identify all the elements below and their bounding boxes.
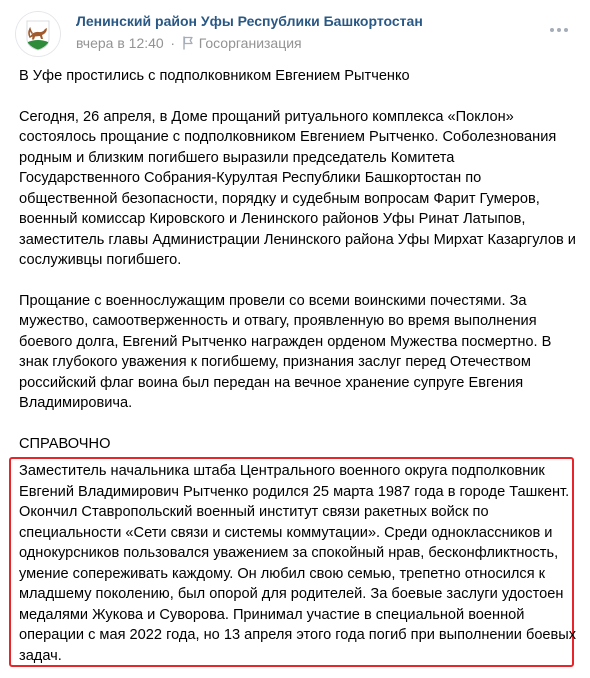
post-meta [76,34,302,52]
meta-separator: · [170,35,176,51]
post-time-link[interactable]: вчера в 12:40 [76,35,164,51]
reference-text [19,461,577,666]
post-paragraph-2: Прощание с военнослужащим провели со всеми воинскими почестями. За мужество, самоотверженность и отвагу, проявленную во время выполнения боевого долга, Евгений Рытченко награжден орденом Мужества посмертно. В знак глубокого уважения к погибшему, признания заслуг перед Отечеством российский флаг воина был передан на вечное хранение супруге Евгения Владимировича. [19,292,552,411]
more-dots-icon[interactable] [544,18,574,42]
flag-icon [182,36,194,50]
ufa-coat-of-arms-icon [16,12,60,56]
reference-heading: СПРАВОЧНО [19,435,111,452]
post-title: В Уфе простились с подполковником Евгением Рытченко [19,68,410,84]
post-header [0,0,590,62]
avatar[interactable] [16,12,60,56]
post-text [19,66,577,454]
org-label: Госорганизация [198,35,302,51]
author-name-link[interactable]: Ленинский район Уфы Республики Башкортостан [76,13,423,29]
reference-paragraph: Заместитель начальника штаба Центрального военного округа подполковник Евгений Владимирович Рытченко родился 25 марта 1987 года в городе Ташкент. Окончил Ставропольский военный институт связи ракетных войск по специальности «Сети связи и системы коммутации». Среди одноклассников и однокурсников пользовался уважением за спокойный нрав, бесконфликтность, умение сопереживать каждому. Он любил свою семью, трепетно относился к младшему поколению, был опорой для родителей. За боевые заслуги удостоен медалями Жукова и Суворова. Принимал участие в специальной военной операции с мая 2022 года, но 13 апреля этого года погиб при выполнении боевых задач. [19,463,577,664]
post-paragraph-1: Сегодня, 26 апреля, в Доме прощаний ритуального комплекса «Поклон» состоялось прощание с подполковником Евгением Рытченко. Соболезнования родным и близким погибшего выразили председатель Комитета Государственного Собрания-Курултая Республики Башкортостан по общественной безопасности, порядку и судебным вопросам Фарит Гумеров, военный комиссар Кировского и Ленинского районов Уфы Ринат Латыпов, заместитель главы Администрации Ленинского района Уфы Мирхат Казаргулов и сослуживцы погибшего. [19,108,576,268]
